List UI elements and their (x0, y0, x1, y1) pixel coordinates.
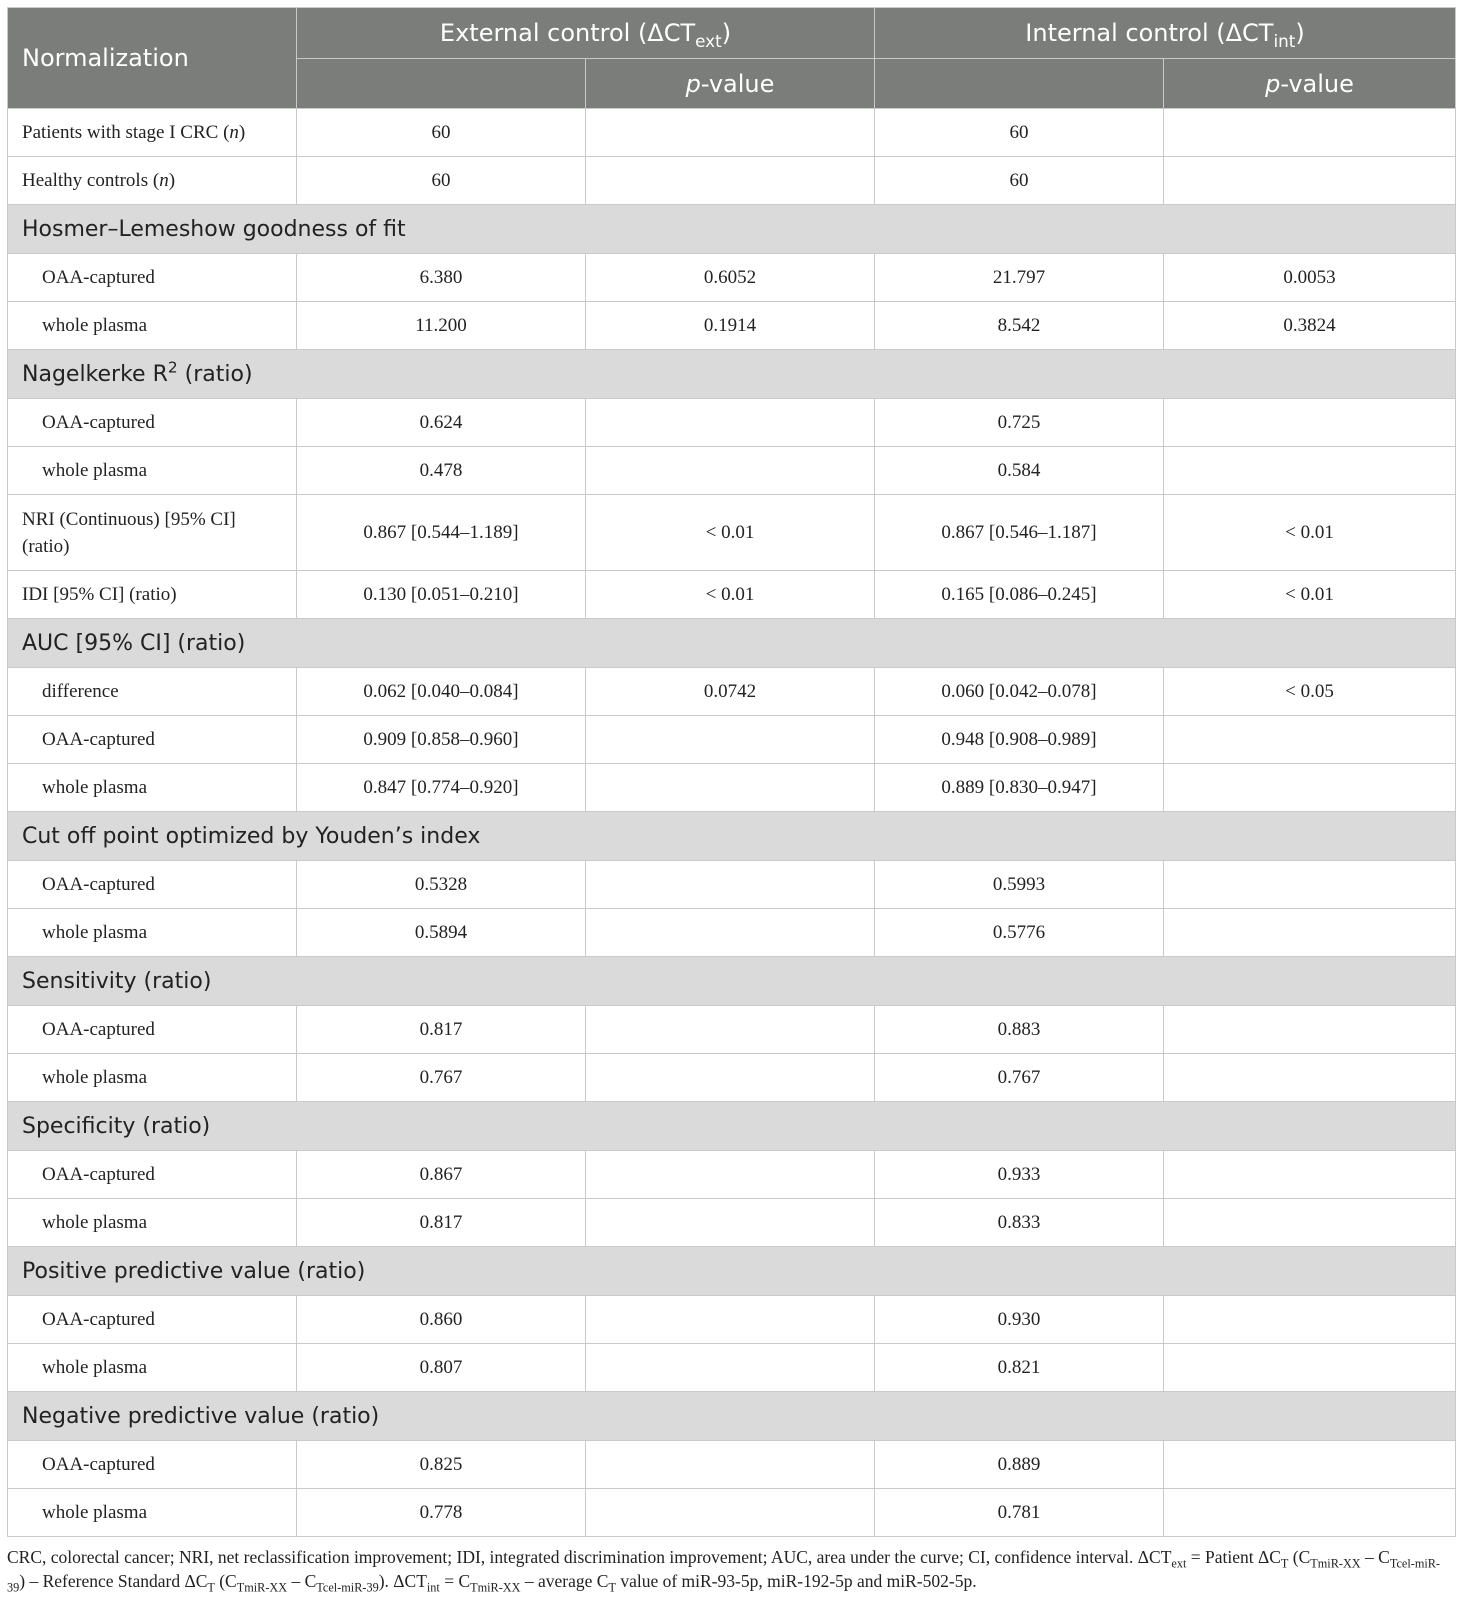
row-label: whole plasma (8, 1199, 297, 1247)
header-int-value (875, 59, 1164, 109)
row-label: NRI (Continuous) [95% CI] (ratio) (8, 495, 297, 571)
table-row (8, 495, 1456, 571)
ext-pvalue (586, 909, 875, 957)
int-pvalue (1164, 861, 1456, 909)
section-row-cutoff (8, 812, 1456, 861)
row-label: OAA-captured (8, 254, 297, 302)
ext-pvalue (586, 861, 875, 909)
table-row (8, 764, 1456, 812)
int-value: 0.584 (875, 447, 1164, 495)
ext-value: 0.062 [0.040–0.084] (297, 668, 586, 716)
int-value: 0.833 (875, 1199, 1164, 1247)
ext-pvalue (586, 1006, 875, 1054)
row-label: OAA-captured (8, 1441, 297, 1489)
int-value: 0.821 (875, 1344, 1164, 1392)
int-pvalue (1164, 1441, 1456, 1489)
table-row (8, 1441, 1456, 1489)
int-value: 0.060 [0.042–0.078] (875, 668, 1164, 716)
int-value: 0.933 (875, 1151, 1164, 1199)
header-ext-value (297, 59, 586, 109)
section-title: Hosmer–Lemeshow goodness of fit (8, 205, 1456, 254)
int-value: 60 (875, 157, 1164, 205)
ext-value: 0.807 (297, 1344, 586, 1392)
table-row (8, 1151, 1456, 1199)
table-row (8, 861, 1456, 909)
ext-value: 0.817 (297, 1006, 586, 1054)
ext-value: 60 (297, 109, 586, 157)
int-pvalue (1164, 1151, 1456, 1199)
section-row-auc (8, 619, 1456, 668)
int-pvalue (1164, 157, 1456, 205)
ext-pvalue: 0.0742 (586, 668, 875, 716)
table-row (8, 716, 1456, 764)
section-row-sensitivity (8, 957, 1456, 1006)
ext-pvalue (586, 109, 875, 157)
ext-value: 0.130 [0.051–0.210] (297, 571, 586, 619)
section-title: Positive predictive value (ratio) (8, 1247, 1456, 1296)
ext-pvalue (586, 157, 875, 205)
int-value: 0.767 (875, 1054, 1164, 1102)
table-row (8, 1199, 1456, 1247)
table-row (8, 1054, 1456, 1102)
int-value: 21.797 (875, 254, 1164, 302)
int-pvalue (1164, 399, 1456, 447)
int-value: 0.889 (875, 1441, 1164, 1489)
header-external-control: External control $(\Delta CT_{ext})$ (297, 8, 875, 59)
row-label: Patients with stage I CRC (n) (8, 109, 297, 157)
ext-value: 0.909 [0.858–0.960] (297, 716, 586, 764)
int-pvalue: < 0.01 (1164, 495, 1456, 571)
int-pvalue (1164, 1489, 1456, 1537)
section-title: Specificity (ratio) (8, 1102, 1456, 1151)
ext-pvalue (586, 1344, 875, 1392)
section-title: Cut off point optimized by Youden’s index (8, 812, 1456, 861)
row-label: whole plasma (8, 909, 297, 957)
int-pvalue (1164, 764, 1456, 812)
section-row-npv (8, 1392, 1456, 1441)
int-pvalue (1164, 1054, 1456, 1102)
int-value: 0.883 (875, 1006, 1164, 1054)
int-value: 0.781 (875, 1489, 1164, 1537)
ext-pvalue (586, 1296, 875, 1344)
row-label: OAA-captured (8, 399, 297, 447)
ext-value: 0.5328 (297, 861, 586, 909)
row-label: whole plasma (8, 1489, 297, 1537)
section-row-nagelkerke (8, 350, 1456, 399)
ext-value: 0.847 [0.774–0.920] (297, 764, 586, 812)
row-label: whole plasma (8, 1344, 297, 1392)
row-label: OAA-captured (8, 1296, 297, 1344)
row-label: IDI [95% CI] (ratio) (8, 571, 297, 619)
int-value: 0.930 (875, 1296, 1164, 1344)
int-value: 8.542 (875, 302, 1164, 350)
table-row (8, 1344, 1456, 1392)
row-label: OAA-captured (8, 1006, 297, 1054)
table-row (8, 1489, 1456, 1537)
ext-value: 0.767 (297, 1054, 586, 1102)
ext-pvalue (586, 399, 875, 447)
ext-pvalue (586, 1441, 875, 1489)
ext-pvalue: 0.1914 (586, 302, 875, 350)
row-label: whole plasma (8, 447, 297, 495)
header-ext-pvalue: p-value (586, 59, 875, 109)
int-pvalue: < 0.01 (1164, 571, 1456, 619)
results-table (7, 7, 1456, 1537)
header-int-pvalue: p-value (1164, 59, 1456, 109)
int-value: 0.867 [0.546–1.187] (875, 495, 1164, 571)
int-value: 60 (875, 109, 1164, 157)
ext-pvalue: 0.6052 (586, 254, 875, 302)
header-normalization: Normalization (8, 8, 297, 109)
ext-pvalue (586, 716, 875, 764)
ext-pvalue (586, 1054, 875, 1102)
ext-value: 0.867 (297, 1151, 586, 1199)
table-row (8, 571, 1456, 619)
int-pvalue (1164, 1006, 1456, 1054)
ext-value: 0.860 (297, 1296, 586, 1344)
table-row (8, 399, 1456, 447)
int-pvalue (1164, 109, 1456, 157)
table-row (8, 157, 1456, 205)
table-row (8, 1296, 1456, 1344)
table-row (8, 109, 1456, 157)
row-label: whole plasma (8, 1054, 297, 1102)
section-row-ppv (8, 1247, 1456, 1296)
section-title: Nagelkerke $R^2$ (ratio) (8, 350, 1456, 399)
int-pvalue (1164, 447, 1456, 495)
int-pvalue (1164, 716, 1456, 764)
row-label: difference (8, 668, 297, 716)
ext-pvalue: < 0.01 (586, 571, 875, 619)
int-pvalue (1164, 909, 1456, 957)
ext-value: 0.478 (297, 447, 586, 495)
results-table-container (7, 7, 1455, 1593)
ext-value: 0.624 (297, 399, 586, 447)
table-footnote: CRC, colorectal cancer; NRI, net reclassification improvement; IDI, integrated discrimination improvement; AUC, area under the curve; CI, confidence interval. $\Delta CT_{ext}$ = Patient $\Delta C_T$ $(C_{TmiR-XX} - C_{Tcel-miR-39})$ – Reference Standard $\Delta C_T$ $(C_{TmiR-XX} - C_{Tcel-miR-39})$. $\Delta CT_{int} = C_{TmiR-XX}$ – average $C_T$ value of miR-93-5p, miR-192-5p and miR-502-5p. (7, 1547, 1440, 1595)
int-pvalue (1164, 1199, 1456, 1247)
header-internal-control: Internal control $(\Delta CT_{int})$ (875, 8, 1456, 59)
ext-pvalue (586, 1489, 875, 1537)
ext-pvalue (586, 764, 875, 812)
ext-pvalue (586, 1199, 875, 1247)
table-row (8, 909, 1456, 957)
section-title: Sensitivity (ratio) (8, 957, 1456, 1006)
ext-value: 11.200 (297, 302, 586, 350)
header-row-1 (8, 8, 1456, 59)
row-label: whole plasma (8, 764, 297, 812)
ext-value: 0.778 (297, 1489, 586, 1537)
int-pvalue: 0.3824 (1164, 302, 1456, 350)
ext-value: 0.5894 (297, 909, 586, 957)
int-pvalue (1164, 1344, 1456, 1392)
ext-pvalue (586, 447, 875, 495)
ext-value: 0.825 (297, 1441, 586, 1489)
row-label: Healthy controls (n) (8, 157, 297, 205)
table-row (8, 447, 1456, 495)
ext-value: 6.380 (297, 254, 586, 302)
row-label: OAA-captured (8, 861, 297, 909)
table-row (8, 668, 1456, 716)
int-value: 0.948 [0.908–0.989] (875, 716, 1164, 764)
int-value: 0.5776 (875, 909, 1164, 957)
int-value: 0.165 [0.086–0.245] (875, 571, 1164, 619)
ext-value: 0.817 (297, 1199, 586, 1247)
table-row (8, 1006, 1456, 1054)
int-value: 0.5993 (875, 861, 1164, 909)
table-row (8, 254, 1456, 302)
section-row-specificity (8, 1102, 1456, 1151)
ext-value: 60 (297, 157, 586, 205)
row-label: OAA-captured (8, 1151, 297, 1199)
section-row-hosmer (8, 205, 1456, 254)
section-title: AUC [95% CI] (ratio) (8, 619, 1456, 668)
int-pvalue: 0.0053 (1164, 254, 1456, 302)
int-value: 0.889 [0.830–0.947] (875, 764, 1164, 812)
ext-pvalue (586, 1151, 875, 1199)
int-pvalue (1164, 1296, 1456, 1344)
section-title: Negative predictive value (ratio) (8, 1392, 1456, 1441)
int-value: 0.725 (875, 399, 1164, 447)
int-pvalue: < 0.05 (1164, 668, 1456, 716)
ext-value: 0.867 [0.544–1.189] (297, 495, 586, 571)
table-row (8, 302, 1456, 350)
ext-pvalue: < 0.01 (586, 495, 875, 571)
row-label: OAA-captured (8, 716, 297, 764)
row-label: whole plasma (8, 302, 297, 350)
